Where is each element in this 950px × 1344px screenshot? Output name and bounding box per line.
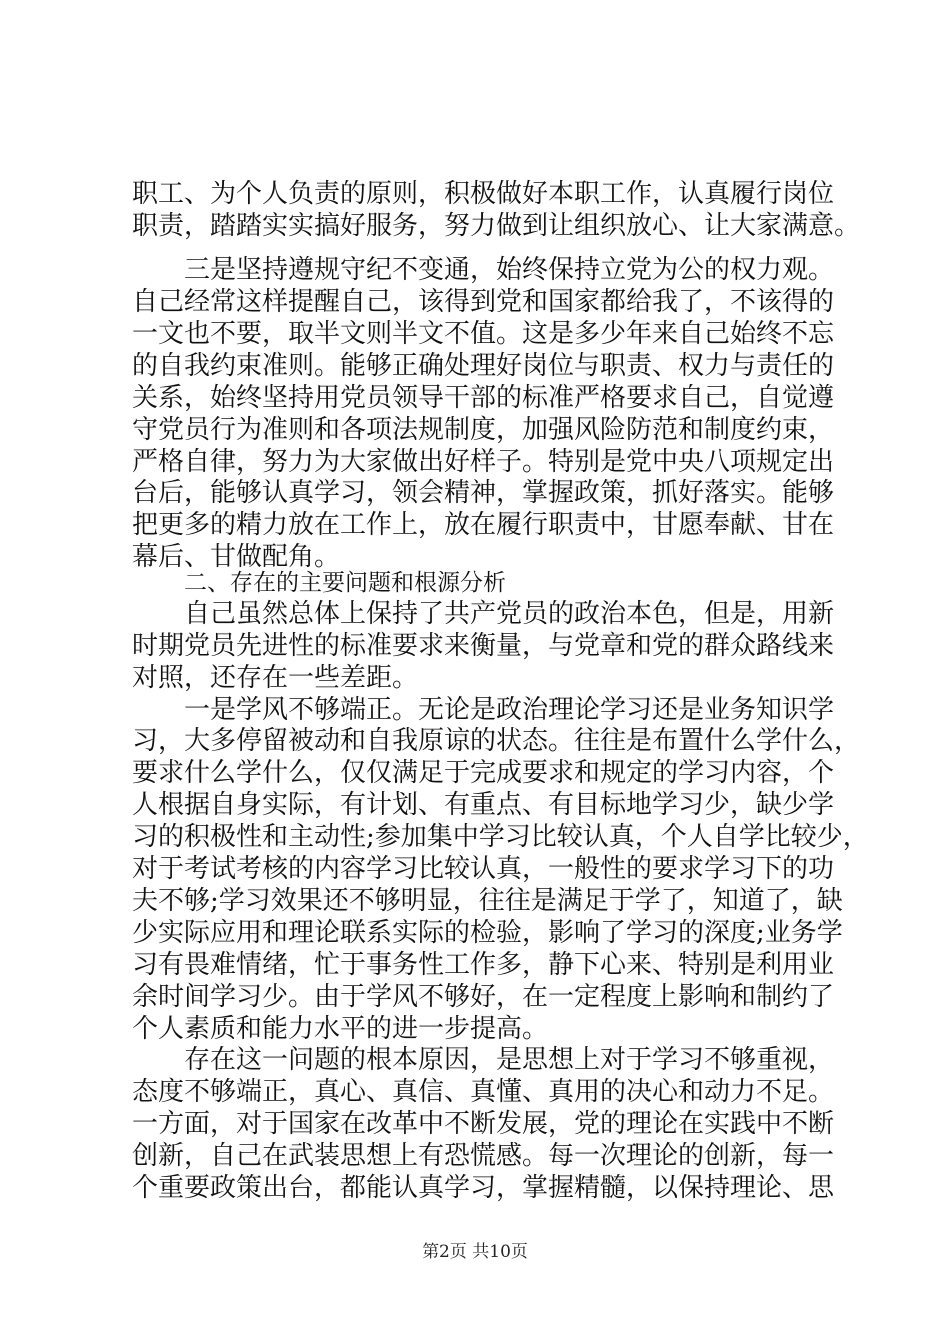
- text-line: 守党员行为准则和各项法规制度，加强风险防范和制度约束，: [132, 415, 835, 445]
- text-line: 个重要政策出台，都能认真学习，掌握精髓，以保持理论、思: [132, 1173, 835, 1203]
- text-line: 要求什么学什么，仅仅满足于完成要求和规定的学习内容，个: [132, 758, 835, 788]
- text-line: 对于考试考核的内容学习比较认真，一般性的要求学习下的功: [132, 854, 835, 884]
- text-line: 自己经常这样提醒自己，该得到党和国家都给我了，不该得的: [132, 287, 835, 317]
- text-line: 把更多的精力放在工作上，放在履行职责中，甘愿奉献、甘在: [132, 510, 835, 540]
- text-line: 幕后、甘做配角。: [132, 542, 341, 572]
- text-line: 习有畏难情绪，忙于事务性工作多，静下心来、特别是利用业: [132, 950, 835, 980]
- text-line: 习，大多停留被动和自我原谅的状态。往往是布置什么学什么，: [132, 726, 861, 756]
- text-line: 时期党员先进性的标准要求来衡量，与党章和党的群众路线来: [132, 631, 835, 661]
- text-line: 对照，还存在一些差距。: [132, 663, 419, 693]
- text-line: 余时间学习少。由于学风不够好，在一定程度上影响和制约了: [132, 982, 835, 1012]
- text-line: 个人素质和能力水平的进一步提高。: [132, 1014, 549, 1044]
- text-line: 一文也不要，取半文则半文不值。这是多少年来自己始终不忘: [132, 319, 835, 349]
- text-line: 少实际应用和理论联系实际的检验，影响了学习的深度;业务学: [132, 918, 843, 948]
- text-line: 职责，踏踏实实搞好服务，努力做到让组织放心、让大家满意。: [132, 211, 861, 241]
- text-line: 三是坚持遵规守纪不变通，始终保持立党为公的权力观。: [184, 255, 835, 285]
- text-line: 台后，能够认真学习，领会精神，掌握政策，抓好落实。能够: [132, 478, 835, 508]
- text-line: 态度不够端正，真心、真信、真懂、真用的决心和动力不足。: [132, 1077, 835, 1107]
- page-number-footer: 第2页 共10页: [422, 1242, 528, 1262]
- text-line: 夫不够;学习效果还不够明显，往往是满足于学了，知道了，缺: [132, 886, 843, 916]
- text-line: 一方面，对于国家在改革中不断发展，党的理论在实践中不断: [132, 1109, 835, 1139]
- text-line: 习的积极性和主动性;参加集中学习比较认真，个人自学比较少，: [132, 822, 869, 852]
- text-line: 一是学风不够端正。无论是政治理论学习还是业务知识学: [184, 695, 835, 725]
- text-line: 存在这一问题的根本原因，是思想上对于学习不够重视，: [184, 1045, 835, 1075]
- text-line: 职工、为个人负责的原则，积极做好本职工作，认真履行岗位: [132, 179, 835, 209]
- text-line: 自己虽然总体上保持了共产党员的政治本色，但是，用新: [184, 599, 835, 629]
- section-heading: 二、存在的主要问题和根源分析: [184, 570, 506, 596]
- text-line: 的自我约束准则。能够正确处理好岗位与职责、权力与责任的: [132, 351, 835, 381]
- text-line: 人根据自身实际，有计划、有重点、有目标地学习少，缺少学: [132, 790, 835, 820]
- text-line: 创新，自己在武装思想上有恐慌感。每一次理论的创新，每一: [132, 1141, 835, 1171]
- text-line: 严格自律，努力为大家做出好样子。特别是党中央八项规定出: [132, 447, 835, 477]
- text-line: 关系，始终坚持用党员领导干部的标准严格要求自己，自觉遵: [132, 383, 835, 413]
